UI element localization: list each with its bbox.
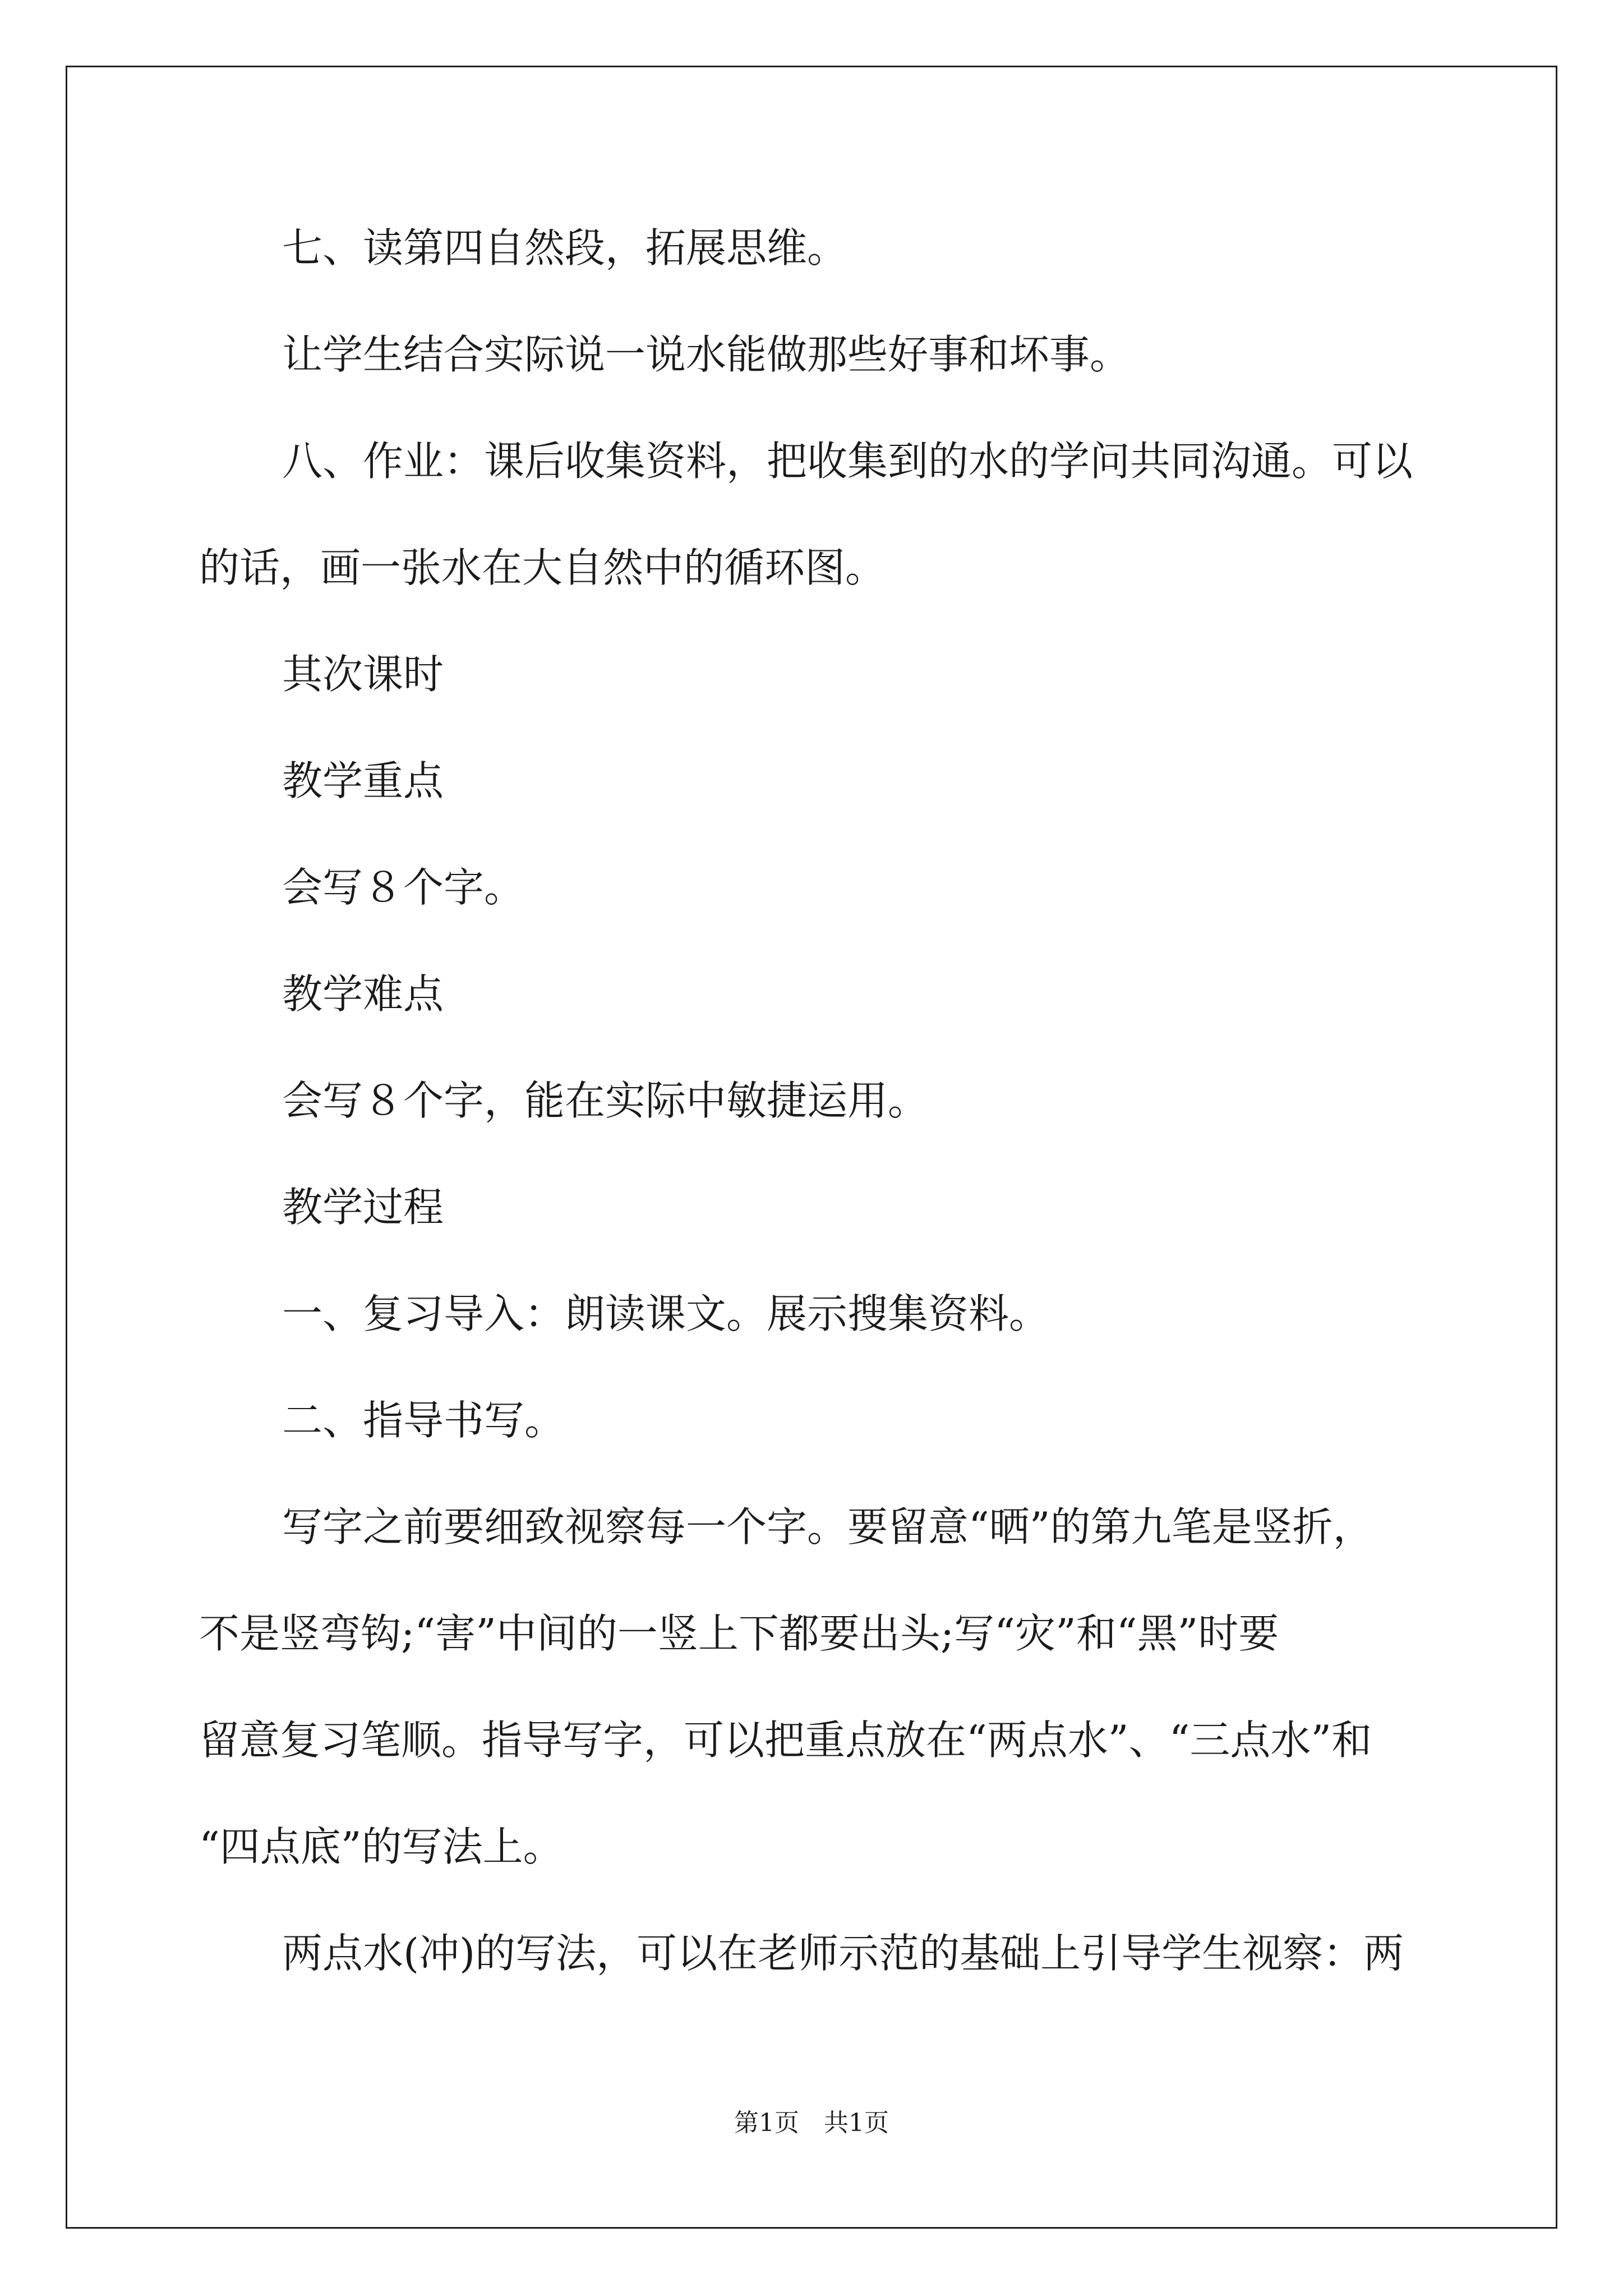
page-number-total: 共1页 — [824, 2109, 889, 2137]
text-line: 教学难点 — [282, 970, 444, 1018]
text-line: 七、读第四自然段，拓展思维。 — [282, 224, 848, 272]
paragraph-8 — [199, 1074, 1433, 1127]
section-heading — [199, 648, 1433, 701]
text-line: 会写８个字。 — [282, 864, 525, 911]
paragraph-12 — [199, 1501, 1433, 1873]
page-footer — [0, 2102, 1623, 2138]
text-line: “四点底”的写法上。 — [199, 1823, 564, 1870]
paragraph-3 — [199, 435, 1433, 594]
text-line: 写字之前要细致视察每一个字。要留意“晒”的第九笔是竖折， — [282, 1503, 1373, 1550]
subheading — [199, 754, 1433, 807]
paragraph-10 — [199, 1287, 1433, 1340]
paragraph-6 — [199, 861, 1433, 914]
text-line: 的话，画一张水在大自然中的循环图。 — [199, 544, 886, 591]
paragraph-13 — [199, 1927, 1433, 1980]
subheading — [199, 1181, 1433, 1234]
text-line: 教学过程 — [282, 1184, 444, 1231]
paragraph-11 — [199, 1394, 1433, 1447]
text-line: 一、复习导入：朗读课文。展示搜集资料。 — [282, 1290, 1050, 1337]
text-line: 其次课时 — [282, 651, 444, 698]
text-line: 两点水(冲)的写法，可以在老师示范的基础上引导学生视察：两 — [282, 1930, 1404, 1977]
text-line: 留意复习笔顺。指导写字，可以把重点放在“两点水”、“三点水”和 — [199, 1717, 1372, 1764]
text-line: 八、作业：课后收集资料，把收集到的水的学问共同沟通。可以 — [282, 438, 1413, 485]
text-line: 让学生结合实际说一说水能做那些好事和坏事。 — [282, 331, 1131, 378]
subheading — [199, 968, 1433, 1020]
text-line: 不是竖弯钩;“害”中间的一竖上下都要出头;写“灾”和“黑”时要 — [199, 1610, 1279, 1657]
text-line: 教学重点 — [282, 757, 444, 804]
text-line: 会写８个字，能在实际中敏捷运用。 — [282, 1077, 929, 1124]
document-body — [199, 222, 1433, 2033]
page-number-current: 第1页 — [734, 2109, 799, 2137]
paragraph-2 — [199, 328, 1433, 381]
text-line: 二、指导书写。 — [282, 1397, 565, 1444]
paragraph-1 — [199, 222, 1433, 274]
